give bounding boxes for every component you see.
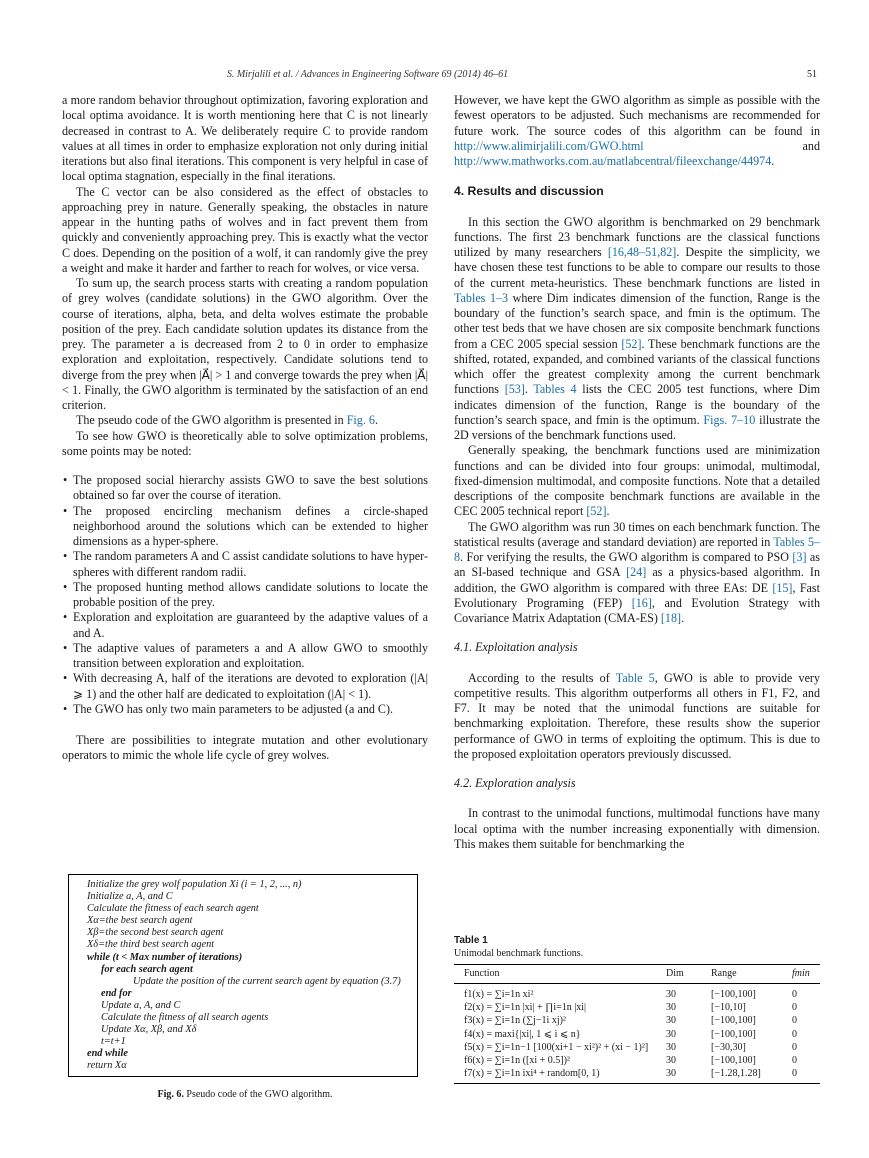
fmin-cell: 0: [792, 1002, 797, 1014]
figure-link[interactable]: Figs. 7–10: [703, 412, 756, 427]
citation-link[interactable]: [52]: [586, 504, 607, 519]
function-cell: f5(x) = ∑i=1n−1 [100(xi+1 − xi²)² + (xi − 1)²]: [464, 1041, 649, 1053]
pseudocode-line: while (t < Max number of iterations): [87, 951, 243, 963]
header-fmin: fmin: [792, 968, 810, 979]
paragraph-text: . These benchmark functions are the shifted, rotated, expanded, and combined variants of the classical functions which offer the greatest complexity among the current benchmark functions: [454, 336, 821, 397]
paragraph-text: In this section the GWO algorithm is benchmarked on 29 benchmark functions. The first 23 benchmark functions are the classical functions utilized by many researchers: [454, 214, 820, 259]
header-dim: Dim: [666, 968, 684, 979]
citation-link[interactable]: [24]: [626, 565, 647, 580]
list-item: • The proposed social hierarchy assists GWO to save the best solutions obtained so far over the course of iteration.: [62, 473, 428, 504]
running-header: S. Mirjalili et al. / Advances in Engineering Software 69 (2014) 46–61: [226, 69, 509, 80]
page-number: 51: [807, 69, 817, 80]
paragraph-text: , Fast Evolutionary Programing (FEP): [454, 580, 820, 610]
fmin-cell: 0: [792, 989, 797, 1000]
function-cell: f4(x) = maxi{|xi|, 1 ⩽ i ⩽ n}: [464, 1028, 581, 1040]
pseudocode-line: for each search agent: [101, 963, 193, 975]
paragraph-text: According to the results of: [468, 670, 610, 685]
paragraph-text: and: [802, 138, 820, 153]
figure-link[interactable]: Fig. 6: [346, 413, 375, 428]
pseudocode-line: end while: [87, 1048, 128, 1060]
paragraph: To sum up, the search process starts with creating a random population of grey wolves (candidate solutions) in the GWO algorithm. Over the course of iterations, alpha, beta, and delta wolves estimate the probable position of the prey. Each candidate solution updates its distance from the prey. The parameter a is decreased from 2 to 0 in order to emphasize exploration and exploitation, respectively. Candidate solutions tend to diverge from the prey when |A⃗| > 1 and converge towards the prey when |A⃗| < 1. Finally, the GWO algorithm is terminated by the satisfaction of an end criterion.: [62, 276, 428, 412]
pseudocode-box: [68, 874, 418, 1077]
list-item: • The proposed hunting method allows candidate solutions to locate the probable position of the prey.: [62, 580, 428, 611]
pseudocode-line: Calculate the fitness of all search agents: [101, 1012, 269, 1024]
dim-cell: 30: [666, 1015, 676, 1027]
fmin-cell: 0: [792, 1015, 797, 1027]
dim-cell: 30: [666, 1028, 676, 1040]
left-column: [62, 93, 428, 764]
bullet-list: [62, 473, 428, 717]
paragraph: The C vector can be also considered as the effect of obstacles to approaching prey in nature. Generally speaking, the obstacles in nature appear in the hunting paths of wolves and in fact prevent them from quickly and conveniently approaching prey. This is exactly what the vector C does. Depending on the position of a wolf, it can randomly give the prey a weight and make it harder and farther to reach for wolves, or vice versa.: [62, 184, 428, 275]
table-caption: Unimodal benchmark functions.: [454, 948, 584, 959]
paragraph: The GWO algorithm was run 30 times on each benchmark function. The statistical results (average and standard deviation) are reported in Tables 5–8. For verifying the results, the GWO algorithm is compared to PSO [3] as an SI-based technique and GSA [24] as a physics-based algorithm. In addition, the GWO algorithm is compared with three EAs: DE [15], Fast Evolutionary Programing (FEP) [16], and Evolution Strategy with Covariance Matrix Adaptation (CMA-ES) [18].: [454, 519, 821, 625]
paragraph: In this section the GWO algorithm is benchmarked on 29 benchmark functions. The first 23 benchmark functions are the classical functions utilized by many researchers [16,48–51,82]. Despite the simplicity, we have chosen these test functions to be able to compare our results to those of the current meta-heuristics. These benchmark functions are listed in Tables 1–3 where Dim indicates dimension of the function, Range is the boundary of the function’s search space, and fmin is the optimum. The other test beds that we have chosen are six composite benchmark functions from a CEC 2005 special session [52]. These benchmark functions are the shifted, rotated, expanded, and combined variants of the classical functions which offer the greatest complexity among the current benchmark functions [53]. Tables 4 lists the CEC 2005 test functions, where Dim indicates dimension of the function, Range is the boundary of the function’s search space, and fmin is the optimum. Figs. 7–10 illustrate the 2D versions of the benchmark functions used.: [454, 214, 821, 442]
pseudocode-line: end for: [101, 987, 132, 999]
paragraph-text: illustrate the 2D versions of the benchmark functions used.: [454, 412, 820, 442]
table-header-rule: [454, 983, 820, 984]
citation-link[interactable]: [18]: [660, 611, 682, 625]
pseudocode-line: Update Xα, Xβ, and Xδ: [101, 1024, 197, 1036]
pseudocode-line: Initialize a, A, and C: [87, 891, 173, 903]
pseudocode-line: Update a, A, and C: [101, 999, 181, 1011]
figure-caption: [62, 1089, 428, 1100]
pseudocode-line: Calculate the fitness of each search agent: [87, 903, 259, 915]
function-cell: f2(x) = ∑i=1n |xi| + ∏i=1n |xi|: [464, 1002, 587, 1014]
pseudocode-line: Update the position of the current search agent by equation (3.7): [133, 975, 401, 987]
table-row: [454, 1001, 820, 1014]
fmin-cell: 0: [792, 1054, 797, 1066]
citation-link[interactable]: [53]: [504, 382, 525, 397]
range-cell: [−100,100]: [711, 1028, 756, 1040]
pseudocode-line: Xα=the best search agent: [87, 915, 193, 927]
paragraph-text: The GWO algorithm was run 30 times on each benchmark function. The statistical results (average and standard deviation) are reported in: [454, 519, 820, 549]
paragraph: Generally speaking, the benchmark functions used are minimization functions and can be divided into four groups: unimodal, multimodal, fixed-dimension multimodal, and composite functions. Note that a detailed descriptions of the composite benchmark functions are available in the CEC 2005 technical report [52].: [454, 443, 820, 519]
paragraph-text: lists the CEC 2005 test functions, where Dim indicates dimension of the function, Range is the boundary of the function’s search space, and fmin is the optimum.: [454, 382, 820, 427]
function-cell: f7(x) = ∑i=1n ixi⁴ + random[0, 1): [464, 1068, 600, 1080]
paragraph-text: , GWO is able to provide very competitive results. This algorithm outperforms all others in F1, F2, and F7. It may be noted that the unimodal functions are suitable for benchmarking exploitation. Therefore, these results show the superior performance of GWO in terms of exploiting the optimum. This is due to the proposed exploitation operators previously discussed.: [454, 670, 821, 761]
paragraph-text: Generally speaking, the benchmark functions used are minimization functions and can be divided into four groups: unimodal, multimodal, fixed-dimension multimodal, and composite functions. Note that a detailed descriptions of the composite benchmark functions are available in the CEC 2005 technical report: [454, 443, 820, 519]
pseudocode-line: Xδ=the third best search agent: [87, 939, 215, 951]
fmin-cell: 0: [792, 1041, 797, 1053]
figure-caption-text: Pseudo code of the GWO algorithm.: [186, 1089, 333, 1100]
range-cell: [−100,100]: [711, 1015, 756, 1027]
paragraph-text: , and Evolution Strategy with Covariance Matrix Adaptation (CMA-ES): [454, 595, 820, 625]
function-cell: f6(x) = ∑i=1n ([xi + 0.5])²: [464, 1054, 570, 1066]
section-heading: 4. Results and discussion: [454, 184, 604, 199]
table-row: [454, 1041, 820, 1054]
table-bottom-rule: [454, 1083, 820, 1084]
header-function: Function: [464, 968, 500, 979]
paragraph-text: . For verifying the results, the GWO algorithm is compared to PSO: [460, 550, 789, 564]
paragraph-text: as an SI-based technique and GSA: [454, 550, 820, 580]
table-link[interactable]: Tables 4: [533, 382, 577, 397]
list-item: • With decreasing A, half of the iterations are devoted to exploration (|A| ⩾ 1) and the other half are dedicated to exploitation (|A| < 1).: [62, 671, 428, 702]
pseudocode-line: t=t+1: [101, 1036, 126, 1048]
range-cell: [−30,30]: [711, 1041, 746, 1053]
pseudocode-line: Xβ=the second best search agent: [87, 927, 224, 939]
table-body: [454, 988, 820, 1080]
list-item: • The adaptive values of parameters a and A allow GWO to smoothly transition between exploration and exploitation.: [62, 641, 428, 672]
table-row: [454, 988, 820, 1001]
citation-link[interactable]: [52]: [621, 336, 642, 351]
paragraph-text: The pseudo code of the GWO algorithm is presented in: [76, 413, 344, 428]
list-item: • Exploration and exploitation are guaranteed by the adaptive values of a and A.: [62, 610, 428, 641]
paragraph-text: . Despite the simplicity, we have chosen these test functions to be able to compare our results to those of the current meta-heuristics. These benchmark functions are listed in: [454, 245, 820, 290]
benchmark-table: [454, 964, 820, 1084]
fmin-cell: 0: [792, 1028, 797, 1040]
citation-link[interactable]: [16,48–51,82]: [607, 245, 677, 259]
table-link[interactable]: Tables 5–8: [454, 534, 821, 564]
table-link[interactable]: Tables 1–3: [454, 290, 509, 305]
paragraph: a more random behavior throughout optimization, favoring exploration and local optima avoidance. It is worth mentioning here that C is not linearly decreased in contrast to A. We deliberately require C to provide random values at all times in order to emphasize exploration not only during initial iterations but also final iterations. This component is very helpful in case of local optima stagnation, especially in the final iterations.: [62, 93, 428, 184]
fmin-cell: 0: [792, 1068, 797, 1080]
list-item: • The random parameters A and C assist candidate solutions to have hyper-spheres with different random radii.: [62, 549, 428, 580]
dim-cell: 30: [666, 1002, 676, 1014]
table-row: [454, 1067, 820, 1080]
header-range: Range: [711, 968, 737, 979]
paragraph: In contrast to the unimodal functions, multimodal functions have many local optima with the number increasing exponentially with dimension. This makes them suitable for benchmarking the: [454, 806, 820, 851]
pseudocode-line: return Xα: [87, 1060, 127, 1072]
citation-link[interactable]: [3]: [792, 550, 807, 564]
range-cell: [−100,100]: [711, 989, 756, 1000]
paragraph: However, we have kept the GWO algorithm as simple as possible with the fewest operators to be adjusted. Such mechanisms are recommended for future work. The source codes of this algorithm can be found in http://www.alimirjalili.com/GWO.html and http://www.mathworks.com.au/matlabcentral/fileexchange/44974.: [454, 93, 820, 168]
citation-link[interactable]: [15]: [772, 580, 793, 595]
paragraph: To see how GWO is theoretically able to solve optimization problems, some points may be noted:: [62, 428, 428, 458]
function-cell: f3(x) = ∑i=1n (∑j−1i xj)²: [464, 1015, 566, 1027]
figure-caption-label: Fig. 6.: [157, 1089, 184, 1100]
function-cell: f1(x) = ∑i=1n xi²: [464, 989, 534, 1000]
table-header-row: [454, 965, 820, 983]
range-cell: [−100,100]: [711, 1054, 756, 1066]
table-label: Table 1: [454, 935, 488, 946]
table-row: [454, 1054, 820, 1067]
paragraph-text: as a physics-based algorithm. In addition, the GWO algorithm is compared with three EAs: DE: [454, 565, 820, 595]
paragraph-text: However, we have kept the GWO algorithm as simple as possible with the fewest operators to be adjusted. Such mechanisms are recommended for future work. The source codes of this algorithm can be found in: [454, 93, 820, 138]
dim-cell: 30: [666, 1054, 676, 1066]
dim-cell: 30: [666, 1068, 676, 1080]
dim-cell: 30: [666, 989, 676, 1000]
url-link[interactable]: http://www.mathworks.com.au/matlabcentral/fileexchange/44974: [454, 154, 772, 168]
range-cell: [−1.28,1.28]: [711, 1068, 761, 1080]
right-column: [454, 93, 820, 852]
citation-link[interactable]: [16]: [631, 595, 652, 610]
table-row: [454, 1014, 820, 1027]
table-link[interactable]: Table 5: [615, 670, 655, 685]
pseudocode-line: Initialize the grey wolf population Xi (i = 1, 2, ..., n): [87, 879, 302, 890]
table-row: [454, 1028, 820, 1041]
list-item: • The GWO has only two main parameters to be adjusted (a and C).: [62, 702, 428, 717]
list-item: • The proposed encircling mechanism defines a circle-shaped neighborhood around the solutions which can be extended to higher dimensions as a hyper-sphere.: [62, 504, 428, 550]
paragraph: There are possibilities to integrate mutation and other evolutionary operators to mimic the whole life cycle of grey wolves.: [62, 733, 428, 763]
subsection-heading: 4.2. Exploration analysis: [454, 776, 576, 790]
paragraph: [454, 671, 820, 763]
paragraph-text: where Dim indicates dimension of the function, Range is the boundary of the function’s search space, and fmin is the optimum. The other test beds that we have chosen are six composite benchmark functions from a CEC 2005 special session: [454, 290, 820, 351]
range-cell: [−10,10]: [711, 1002, 746, 1014]
url-link[interactable]: http://www.alimirjalili.com/GWO.html: [454, 138, 644, 153]
subsection-heading: 4.1. Exploitation analysis: [454, 640, 578, 655]
paragraph: The pseudo code of the GWO algorithm is presented in Fig. 6.: [76, 413, 378, 428]
dim-cell: 30: [666, 1041, 676, 1053]
